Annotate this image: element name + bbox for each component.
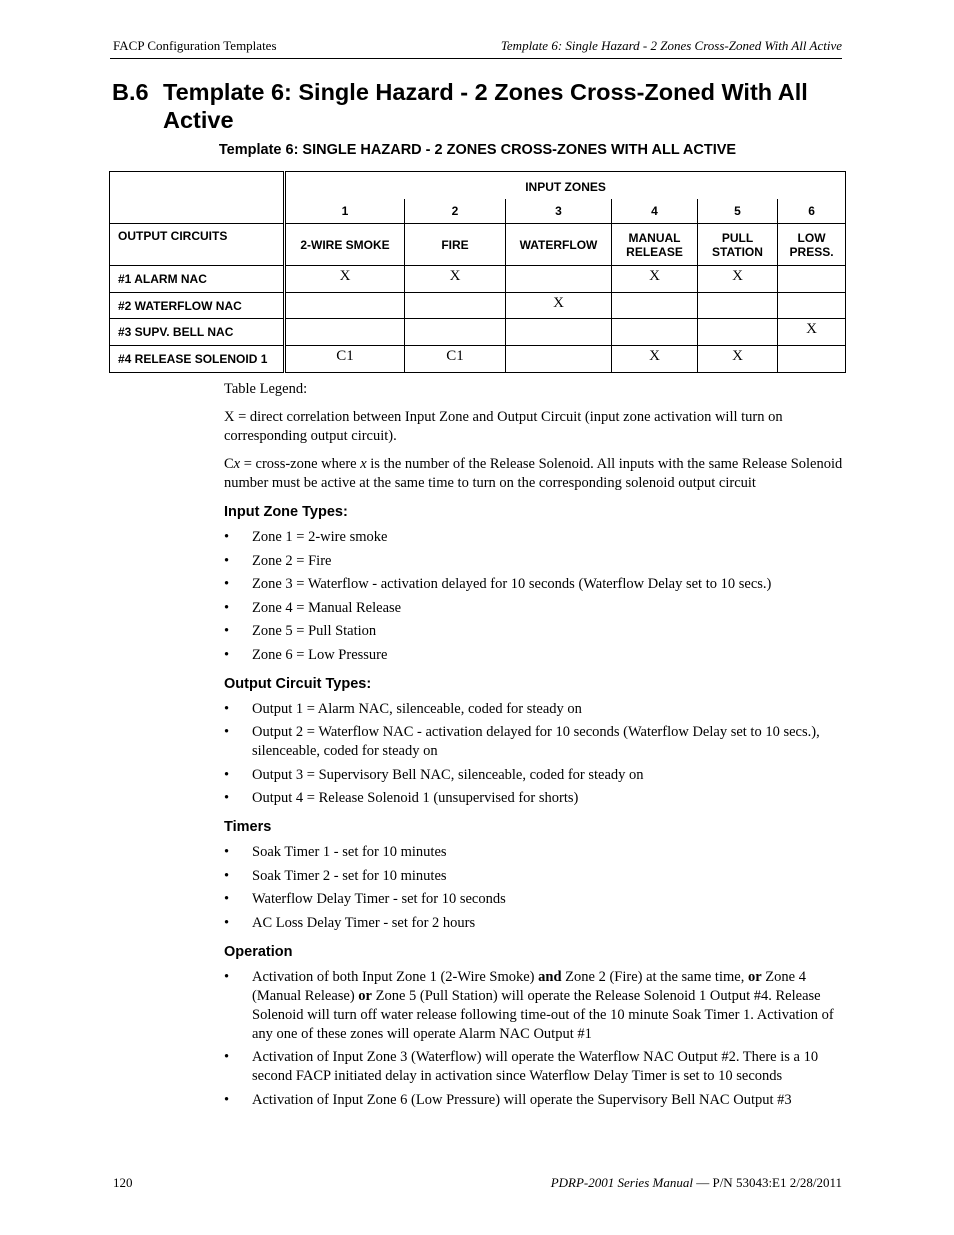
table-cell [612, 293, 698, 319]
table-cell [285, 293, 405, 319]
table-cell [698, 319, 778, 346]
table-cell: X [612, 266, 698, 293]
table-cell: X [698, 266, 778, 293]
list-item-text: Activation of Input Zone 6 (Low Pressure) will operate the Supervisory Bell NAC Output #3 [252, 1091, 792, 1108]
list-item [224, 766, 844, 785]
list-item-text: Zone 6 = Low Pressure [252, 646, 388, 663]
timers-list [224, 843, 844, 933]
list-item-text: Zone 2 = Fire [252, 552, 332, 569]
running-footer [551, 1175, 842, 1191]
table-cell [778, 346, 846, 373]
zone-number: 4 [612, 199, 698, 224]
input-zones-heading: INPUT ZONES [285, 172, 846, 199]
bullet: • [224, 766, 230, 783]
bullet: • [224, 914, 230, 931]
bullet: • [224, 968, 230, 985]
table-cell [405, 319, 506, 346]
row-label: #2 WATERFLOW NAC [110, 293, 285, 319]
zone-type: WATERFLOW [506, 224, 612, 266]
row-label: #4 RELEASE SOLENOID 1 [110, 346, 285, 373]
table-cell [506, 346, 612, 373]
bullet: • [224, 1049, 230, 1065]
op1-and: and [538, 968, 562, 985]
list-item [224, 700, 844, 719]
bullet: • [224, 790, 230, 806]
list-item [224, 1048, 844, 1086]
table-cell: X [506, 293, 612, 319]
input-zone-types-heading: Input Zone Types: [224, 504, 348, 520]
table-cell [698, 293, 778, 319]
op1-a: Activation of both Input Zone 1 (2-Wire Smoke) [252, 968, 539, 985]
part-number: — P/N 53043:E1 2/28/2011 [692, 1175, 842, 1190]
row-label: #3 SUPV. BELL NAC [110, 319, 285, 346]
table-cell [612, 319, 698, 346]
legend-cx-x2: x [360, 456, 367, 472]
list-item [224, 528, 844, 547]
zone-type: LOW PRESS. [778, 224, 846, 266]
list-item-text: Waterflow Delay Timer - set for 10 seconds [252, 891, 506, 907]
zone-type: FIRE [405, 224, 506, 266]
table-cell [778, 266, 846, 293]
operation-heading: Operation [224, 943, 293, 960]
list-item [224, 867, 844, 886]
running-header-right: Template 6: Single Hazard - 2 Zones Cross-Zoned With All Active [500, 38, 842, 53]
row-label: #1 ALARM NAC [110, 266, 285, 293]
output-circuit-types-list [224, 700, 844, 809]
table-cell [778, 293, 846, 319]
output-circuit-types-heading: Output Circuit Types: [224, 675, 372, 692]
zone-type: MANUAL RELEASE [612, 224, 698, 266]
table-cell: X [285, 266, 405, 293]
list-item-text: Zone 1 = 2-wire smoke [252, 529, 388, 545]
timers-heading: Timers [224, 819, 272, 835]
zone-number: 6 [778, 199, 846, 224]
list-item [224, 723, 844, 761]
op1-b: Zone 2 (Fire) at the same time, [561, 968, 748, 985]
table-cell: C1 [405, 346, 506, 373]
section-title-text: Template 6: Single Hazard - 2 Zones Cross-Zoned With All Active [163, 79, 808, 133]
list-item-text: Output 3 = Supervisory Bell NAC, silenceable, coded for steady on [252, 766, 644, 783]
bullet: • [224, 529, 230, 545]
list-item [224, 646, 844, 665]
bullet: • [224, 599, 230, 616]
manual-name: PDRP-2001 Series Manual [550, 1175, 693, 1190]
table-row [110, 319, 846, 346]
list-item-text: Output 2 = Waterflow NAC - activation delayed for 10 seconds (Waterflow Delay set to 10 secs.), silenceable, coded for steady on [252, 724, 820, 759]
zone-number: 1 [285, 199, 405, 224]
list-item-text: Soak Timer 1 - set for 10 minutes [252, 844, 447, 860]
bullet: • [224, 700, 230, 717]
bullet: • [224, 867, 230, 884]
op1-or2: or [358, 987, 372, 1004]
list-item-text: Output 1 = Alarm NAC, silenceable, coded for steady on [252, 700, 582, 717]
table-cell [506, 266, 612, 293]
legend-cx-c: C [224, 456, 234, 472]
input-zone-types-list [224, 528, 844, 665]
output-circuits-heading: OUTPUT CIRCUITS [110, 224, 285, 266]
table-row [110, 346, 846, 373]
legend-heading: Table Legend: [224, 381, 308, 397]
table-cell: X [405, 266, 506, 293]
list-item [224, 890, 844, 909]
legend-cx-x: x [233, 456, 241, 472]
list-item-text: Soak Timer 2 - set for 10 minutes [252, 867, 447, 884]
zone-type: PULL STATION [698, 224, 778, 266]
table-cell: X [612, 346, 698, 373]
header-rule [110, 58, 842, 59]
zone-number: 5 [698, 199, 778, 224]
table-row [110, 266, 846, 293]
section-number: B.6 [112, 79, 149, 105]
legend-cx-mid: = cross-zone where [240, 456, 361, 472]
page-number: 120 [113, 1175, 133, 1190]
op1-d: Zone 5 (Pull Station) will operate the Release Solenoid 1 Output #4. Release Solenoid will turn off water release following time-out of the 10 minute Soak Timer 1. Activation of any one of these zones will operate Alarm NAC Output #1 [252, 987, 834, 1042]
list-item-text: Output 4 = Release Solenoid 1 (unsupervised for shorts) [252, 790, 579, 806]
table-cell [405, 293, 506, 319]
bullet: • [224, 623, 230, 639]
list-item-text: Zone 4 = Manual Release [252, 599, 402, 616]
bullet: • [224, 891, 230, 907]
list-item [224, 1091, 844, 1110]
op1-c: Zone 4 (Manual Release) [252, 968, 806, 1004]
list-item [224, 575, 844, 594]
running-header-left: FACP Configuration Templates [113, 38, 277, 53]
bullet: • [224, 1091, 230, 1108]
legend-cx-rest: is the number of the Release Solenoid. All inputs with the same Release Solenoid number must be active at the same time to turn on the corresponding solenoid output circuit [224, 456, 843, 491]
bullet: • [224, 552, 230, 569]
section-title [112, 78, 842, 134]
zone-number: 2 [405, 199, 506, 224]
list-item [224, 968, 844, 1044]
bullet: • [224, 724, 230, 740]
list-item [224, 599, 844, 618]
bullet: • [224, 844, 230, 860]
op1-or1: or [747, 968, 762, 985]
list-item [224, 789, 844, 808]
zone-number: 3 [506, 199, 612, 224]
table-cell: X [698, 346, 778, 373]
list-item [224, 552, 844, 571]
bullet: • [224, 576, 230, 592]
list-item [224, 622, 844, 641]
list-item [224, 914, 844, 933]
legend-cx-definition [224, 455, 844, 493]
list-item-text: Activation of Input Zone 3 (Waterflow) will operate the Waterflow NAC Output #2. There is a 10 second FACP initiated delay in activation since Waterflow Delay Timer is set to 10 seconds [252, 1049, 819, 1084]
table-cell: X [778, 319, 846, 346]
list-item-text: Zone 3 = Waterflow - activation delayed for 10 seconds (Waterflow Delay set to 10 secs.) [252, 576, 772, 592]
bullet: • [224, 646, 230, 663]
table-cell: C1 [285, 346, 405, 373]
list-item-text: AC Loss Delay Timer - set for 2 hours [252, 914, 476, 931]
body-text [224, 380, 844, 1114]
table-row [110, 293, 846, 319]
zone-type: 2-WIRE SMOKE [285, 224, 405, 266]
table-corner-cell [110, 172, 285, 224]
table-cell [506, 319, 612, 346]
operation-list [224, 968, 844, 1110]
table-caption: Template 6: SINGLE HAZARD - 2 ZONES CROSS-ZONES WITH ALL ACTIVE [218, 142, 737, 158]
table-cell [285, 319, 405, 346]
template-table [109, 171, 846, 373]
list-item-text: Zone 5 = Pull Station [252, 623, 377, 639]
legend-x-definition: X = direct correlation between Input Zone and Output Circuit (input zone activation will turn on corresponding output circuit). [224, 409, 783, 444]
list-item [224, 843, 844, 862]
